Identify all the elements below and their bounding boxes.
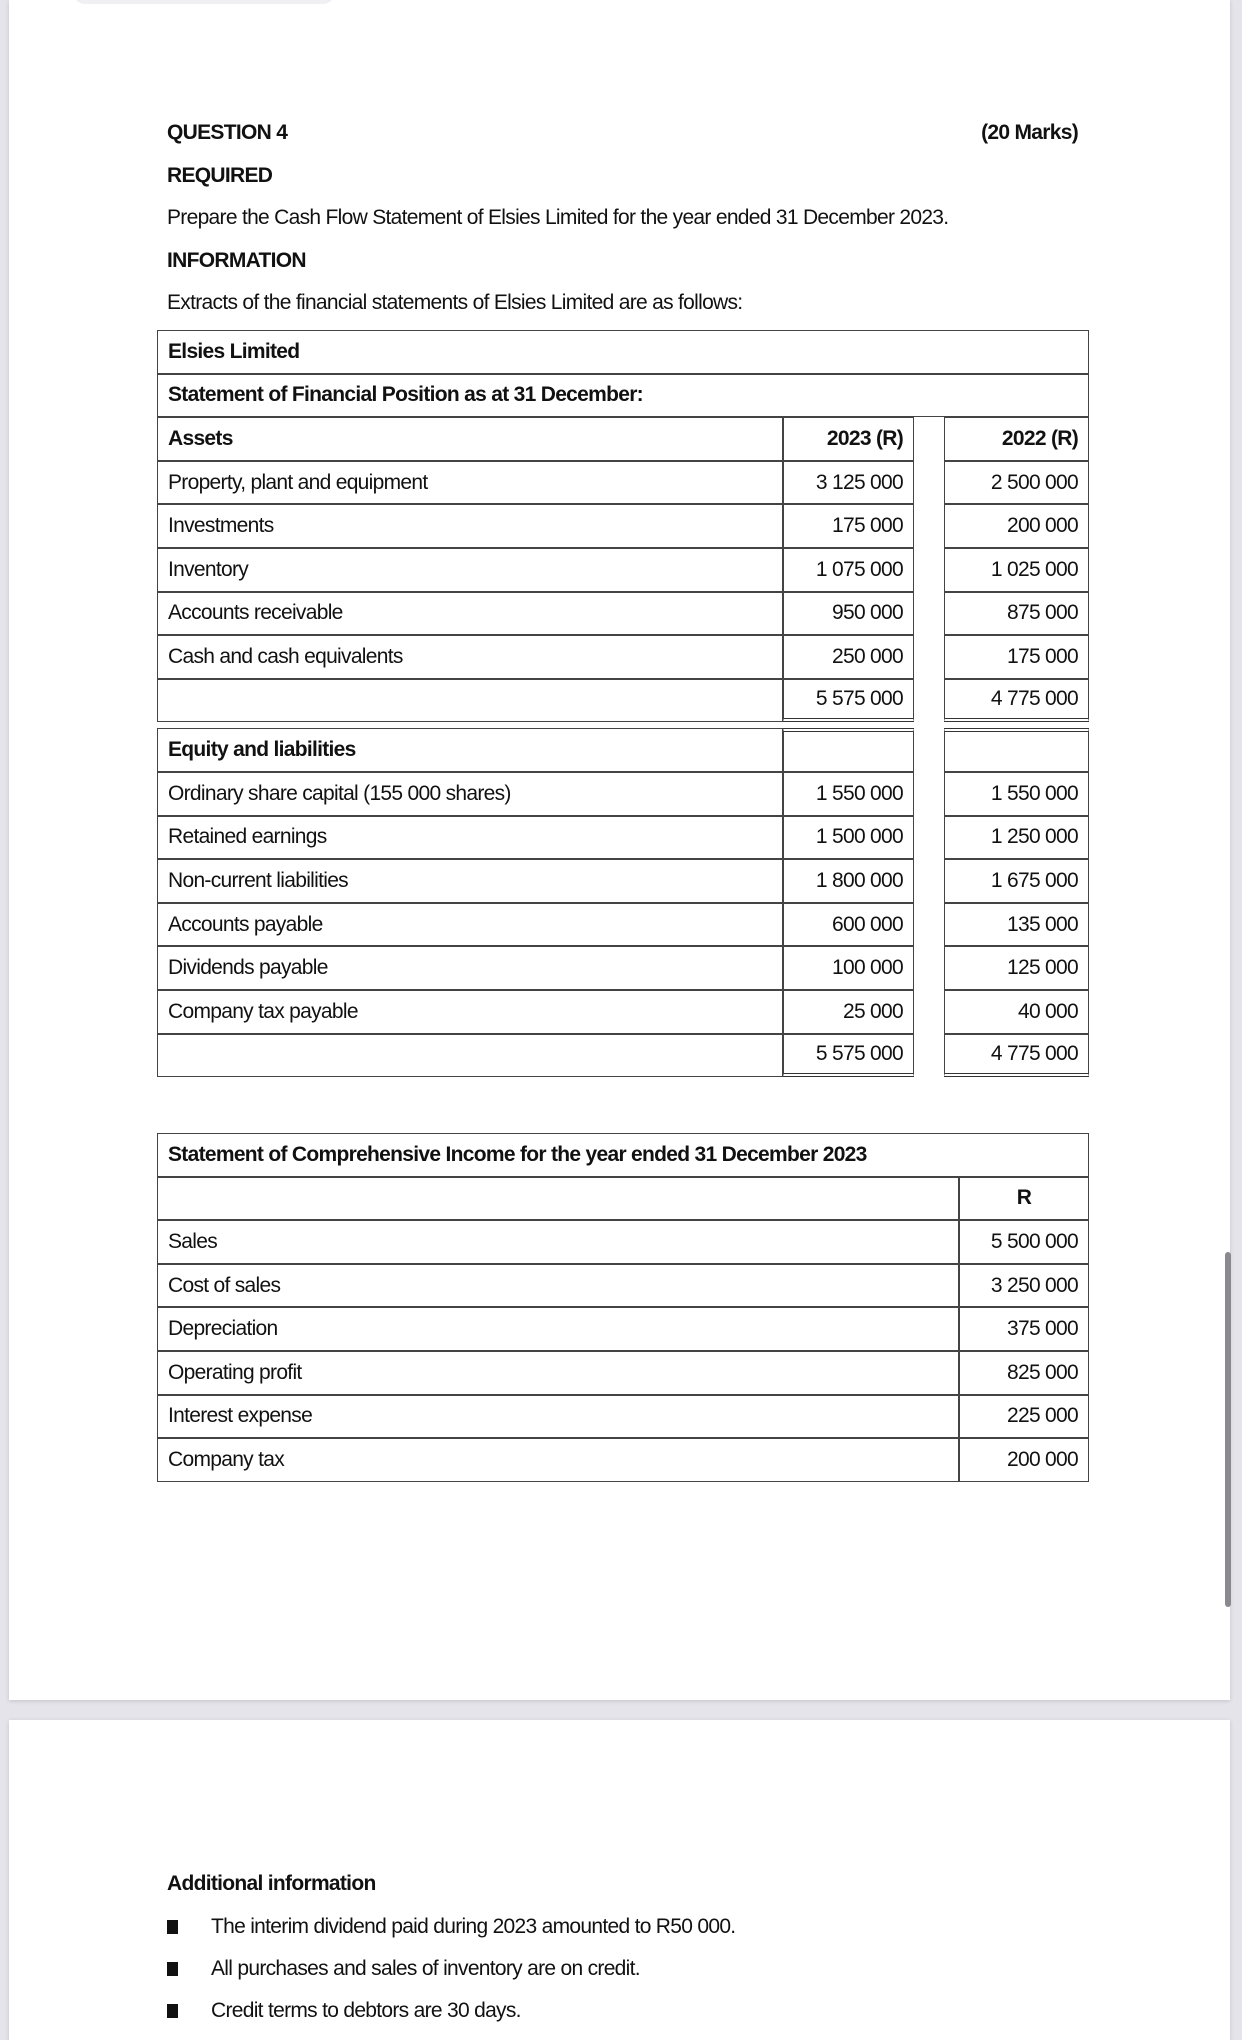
asset-row-2022: 200 000 (944, 504, 1089, 548)
equity-header-label: Equity and liabilities (157, 728, 783, 772)
equity-row-label: Retained earnings (157, 816, 783, 860)
equity-row-2022: 1 550 000 (944, 772, 1089, 816)
equity-row-2022: 1 250 000 (944, 816, 1089, 860)
assets-header-2022: 2022 (R) (944, 417, 1089, 461)
sci-title: Statement of Comprehensive Income for the year ended 31 December 2023 (157, 1133, 1089, 1177)
sci-row-label: Sales (157, 1220, 959, 1264)
asset-row-2023: 1 075 000 (783, 548, 914, 592)
equity-row-2022: 40 000 (944, 990, 1089, 1034)
equity-total-2023: 5 575 000 (783, 1034, 914, 1078)
equity-row-2023: 1 500 000 (783, 816, 914, 860)
information-label: INFORMATION (167, 249, 306, 272)
asset-row-2023: 3 125 000 (783, 461, 914, 505)
equity-row-2022: 125 000 (944, 946, 1089, 990)
sci-row-label: Interest expense (157, 1395, 959, 1439)
asset-row-2023: 950 000 (783, 592, 914, 636)
required-text: Prepare the Cash Flow Statement of Elsies Limited for the year ended 31 December 2023. (167, 206, 949, 229)
asset-row-2022: 175 000 (944, 635, 1089, 679)
equity-row-label: Company tax payable (157, 990, 783, 1034)
sci-row-label: Depreciation (157, 1307, 959, 1351)
equity-total-label (157, 1034, 783, 1078)
sci-row-value: 375 000 (959, 1307, 1089, 1351)
equity-row-label: Accounts payable (157, 903, 783, 947)
sci-header-label (157, 1177, 959, 1221)
sci-row-label: Cost of sales (157, 1264, 959, 1308)
bullet-icon (167, 1962, 178, 1976)
asset-row-2023: 175 000 (783, 504, 914, 548)
additional-item: The interim dividend paid during 2023 amounted to R50 000. (211, 1915, 736, 1938)
additional-title: Additional information (167, 1872, 376, 1895)
equity-header-2022 (944, 728, 1089, 772)
sci-row-value: 200 000 (959, 1438, 1089, 1482)
assets-header-label: Assets (157, 417, 783, 461)
assets-header-2023: 2023 (R) (783, 417, 914, 461)
equity-header-2023 (783, 728, 914, 772)
equity-row-2023: 100 000 (783, 946, 914, 990)
equity-row-2023: 1 550 000 (783, 772, 914, 816)
required-label: REQUIRED (167, 164, 273, 187)
additional-item: All purchases and sales of inventory are on credit. (211, 1957, 640, 1980)
question-title: QUESTION 4 (167, 121, 288, 144)
asset-row-label: Investments (157, 504, 783, 548)
assets-total-2023: 5 575 000 (783, 679, 914, 723)
bullet-icon (167, 1920, 178, 1934)
sci-row-value: 3 250 000 (959, 1264, 1089, 1308)
asset-row-2022: 2 500 000 (944, 461, 1089, 505)
assets-total-2022: 4 775 000 (944, 679, 1089, 723)
asset-row-label: Inventory (157, 548, 783, 592)
equity-row-2023: 25 000 (783, 990, 914, 1034)
asset-row-label: Accounts receivable (157, 592, 783, 636)
toolbar-pill (73, 0, 335, 4)
sci-row-value: 225 000 (959, 1395, 1089, 1439)
additional-item: Credit terms to debtors are 30 days. (211, 1999, 521, 2022)
company-name: Elsies Limited (157, 330, 1089, 374)
equity-row-label: Ordinary share capital (155 000 shares) (157, 772, 783, 816)
assets-total-label (157, 679, 783, 723)
scrollbar[interactable] (1225, 1252, 1231, 1607)
sci-header-value: R (959, 1177, 1089, 1221)
sci-row-value: 825 000 (959, 1351, 1089, 1395)
equity-total-2022: 4 775 000 (944, 1034, 1089, 1078)
sci-row-value: 5 500 000 (959, 1220, 1089, 1264)
sci-row-label: Operating profit (157, 1351, 959, 1395)
equity-row-label: Non-current liabilities (157, 859, 783, 903)
sci-row-label: Company tax (157, 1438, 959, 1482)
equity-row-2023: 1 800 000 (783, 859, 914, 903)
equity-row-2022: 1 675 000 (944, 859, 1089, 903)
asset-row-label: Cash and cash equivalents (157, 635, 783, 679)
equity-row-2022: 135 000 (944, 903, 1089, 947)
asset-row-2022: 1 025 000 (944, 548, 1089, 592)
equity-row-2023: 600 000 (783, 903, 914, 947)
statement-title: Statement of Financial Position as at 31 December: (157, 374, 1089, 418)
equity-row-label: Dividends payable (157, 946, 783, 990)
bullet-icon (167, 2004, 178, 2018)
asset-row-2023: 250 000 (783, 635, 914, 679)
marks: (20 Marks) (981, 121, 1078, 144)
asset-row-2022: 875 000 (944, 592, 1089, 636)
asset-row-label: Property, plant and equipment (157, 461, 783, 505)
intro-text: Extracts of the financial statements of Elsies Limited are as follows: (167, 291, 743, 314)
